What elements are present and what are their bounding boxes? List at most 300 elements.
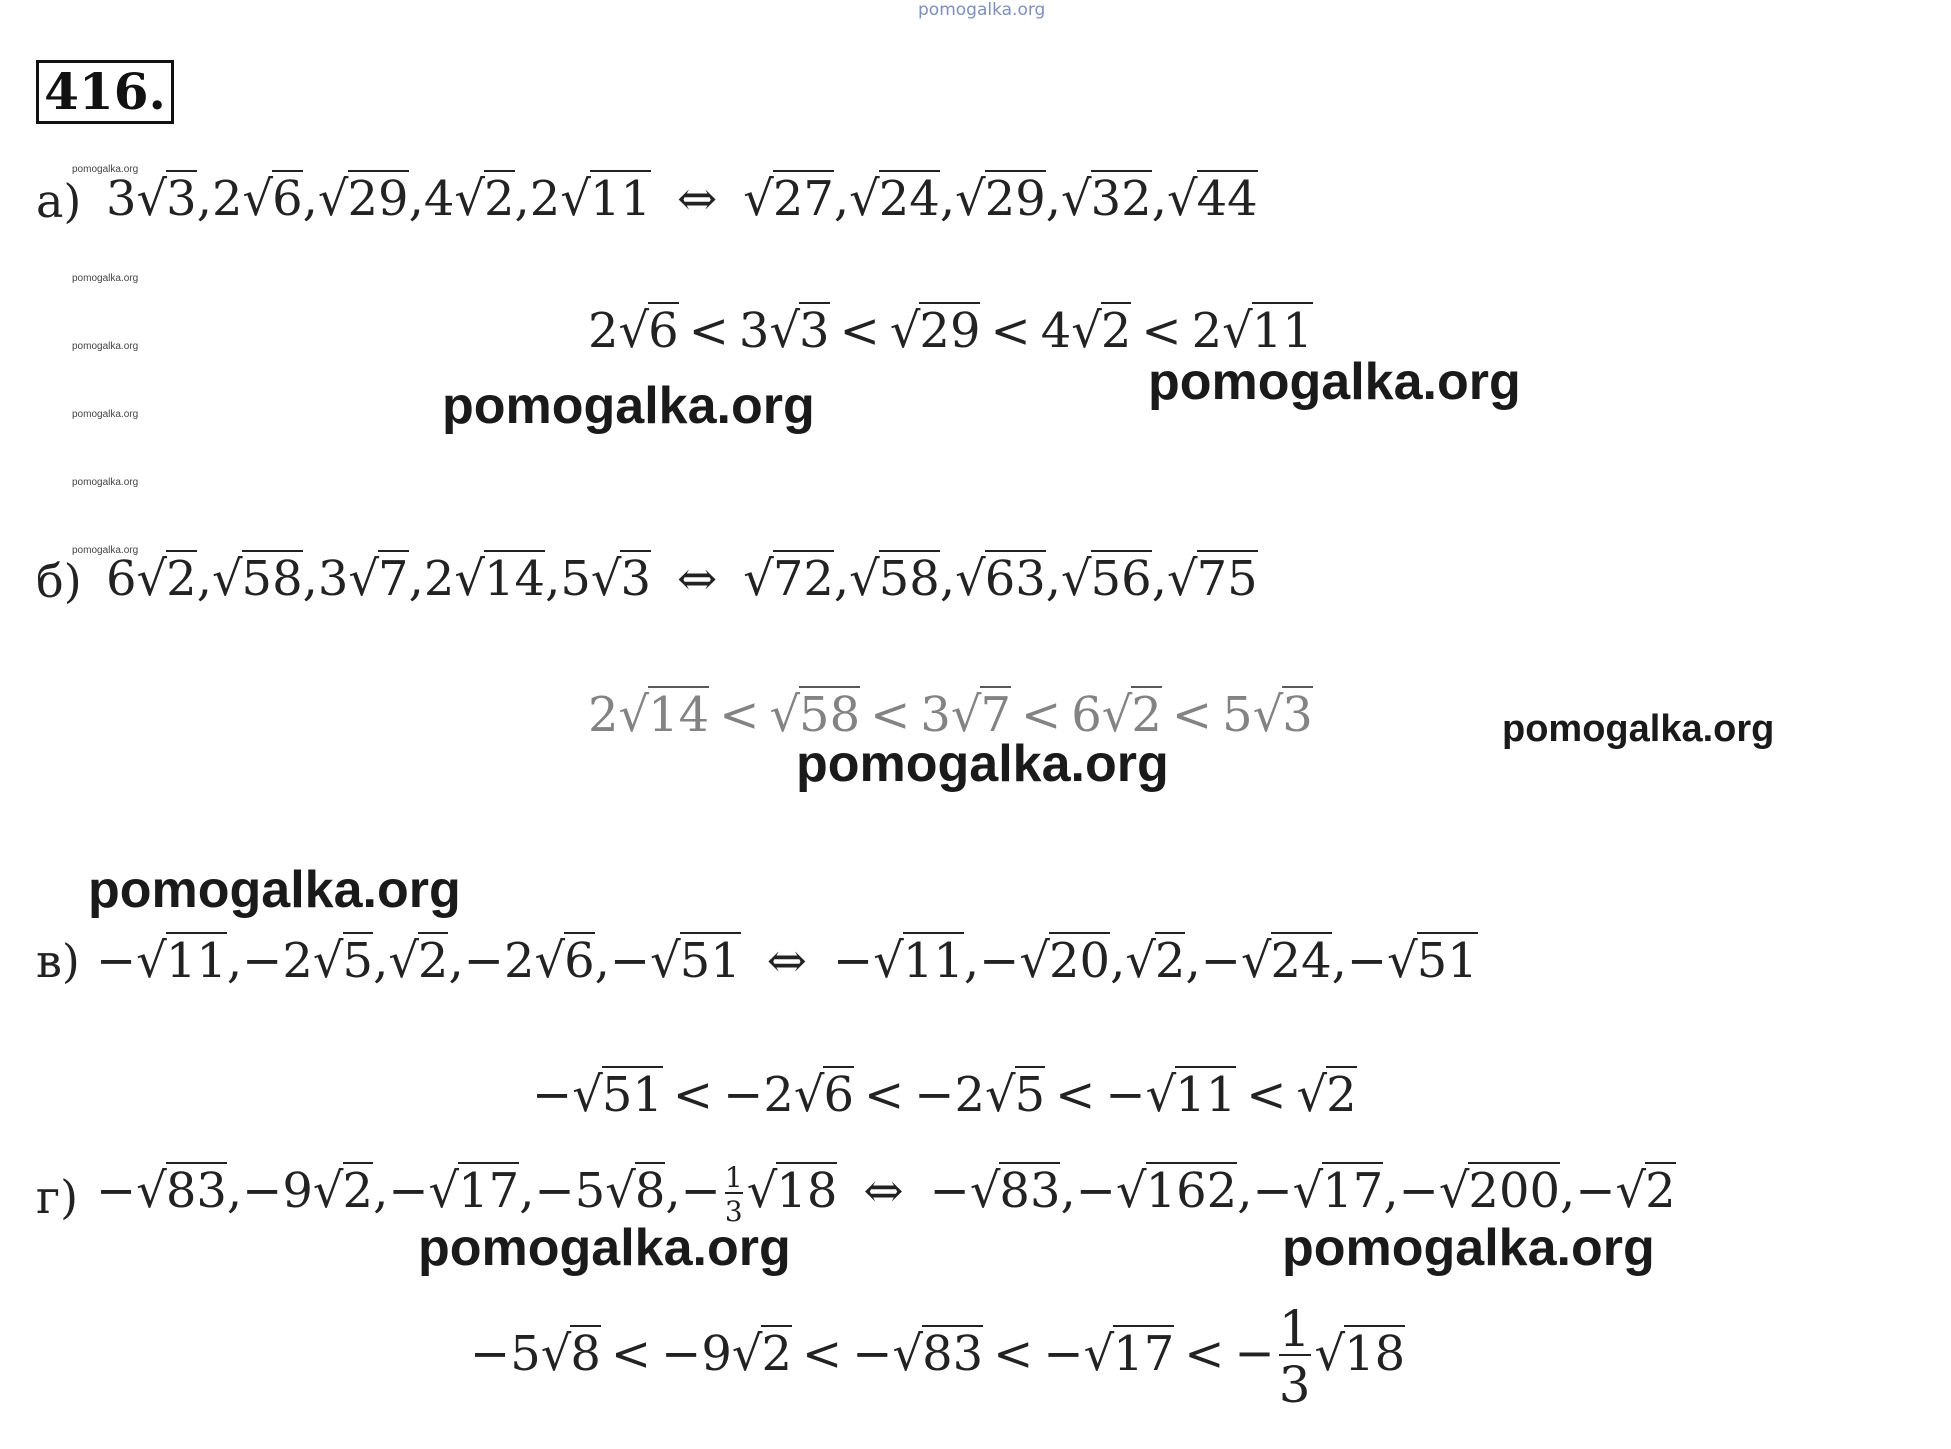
small-watermark: pomogalka.org [72,273,139,284]
sqrt-term [560,550,652,607]
less-than-sign: < [610,1325,652,1382]
coefficient: −9 [661,1325,732,1382]
sqrt-term [1346,932,1478,989]
coefficient: 2 [529,171,561,227]
coefficient: 5 [560,551,591,607]
radical-sign: √ [572,1067,603,1123]
radicand: 29 [984,171,1046,227]
radical-sign: √ [317,171,349,227]
watermark: pomogalka.org [418,1219,791,1277]
coefficient: −2 [723,1067,794,1123]
fraction [1278,1300,1311,1414]
sqrt-term [1125,932,1186,989]
radical-sign: √ [590,551,622,607]
less-than-sign: < [993,1325,1034,1382]
comma: , [963,933,980,989]
radicand: 2 [1154,933,1186,989]
sqrt-term [106,550,197,607]
watermark: pomogalka.org [796,735,1169,793]
radical-sign: √ [1061,171,1092,227]
coefficient: − [1105,1067,1146,1123]
watermark: pomogalka.org [1502,708,1775,750]
radicand: 17 [1322,1163,1384,1219]
sqrt-term [955,550,1046,607]
iff-symbol: ⇔ [863,1163,904,1219]
coefficient: − [388,1163,429,1219]
small-watermark: pomogalka.org [72,545,139,556]
less-than-sign: < [1055,1067,1096,1123]
radical-sign: √ [1115,1163,1147,1219]
sqrt-term [106,170,197,227]
sqrt-term [1252,1162,1384,1219]
radical-sign: √ [211,551,243,607]
radical-sign: √ [793,1067,825,1123]
radicand: 8 [570,1325,601,1382]
radicand: 24 [878,171,940,227]
sqrt-term [929,1162,1061,1219]
radical-sign: √ [1083,1325,1115,1382]
part-b-given-line [106,550,1258,607]
sqrt-term [317,550,409,607]
part-g-given-left [96,1162,837,1226]
radical-sign: √ [1019,933,1050,989]
watermark: pomogalka.org [1148,353,1521,411]
top-watermark: pomogalka.org [918,0,1046,20]
radicand: 3 [166,171,197,227]
sqrt-term [889,302,981,359]
coefficient: −5 [534,1163,606,1219]
radicand: 11 [165,933,227,989]
radicand: 2 [342,1163,374,1219]
comma: , [1045,171,1062,227]
sqrt-term [1575,1162,1676,1219]
coefficient: − [1252,1163,1293,1219]
less-than-sign: < [1021,687,1062,743]
sqrt-term [529,170,652,227]
radicand: 2 [166,551,197,607]
watermark: pomogalka.org [88,861,461,919]
coefficient: − [852,1325,893,1382]
radicand: 3 [799,303,830,359]
radicand: 29 [347,171,409,227]
part-a-given-left [106,170,652,227]
sqrt-term [534,1162,666,1219]
comma: , [302,171,318,227]
radical-sign: √ [892,1325,924,1382]
radicand: 44 [1196,171,1258,227]
radicand: 162 [1145,1163,1238,1219]
radicand: 63 [984,551,1046,607]
sqrt-term [769,686,861,743]
part-g-order-line [470,1300,1406,1414]
small-watermark: pomogalka.org [72,409,139,420]
radicand: 58 [878,551,940,607]
coefficient: −9 [242,1163,313,1219]
coefficient: −2 [914,1067,985,1123]
radical-sign: √ [428,1163,460,1219]
sqrt-term [609,932,741,989]
small-watermark: pomogalka.org [72,164,139,175]
coefficient: 5 [1222,687,1253,743]
radical-sign: √ [1615,1163,1647,1219]
part-a-given-line [106,170,1258,227]
sqrt-term [242,932,374,989]
part-b-order-line [588,686,1313,743]
coefficient: − [979,933,1020,989]
radical-sign: √ [1145,1067,1177,1123]
coefficient: − [929,1163,970,1219]
comma: , [302,551,318,607]
coefficient: 2 [588,687,619,743]
sqrt-term [96,1162,227,1219]
sqrt-term [242,1162,374,1219]
less-than-sign: < [802,1325,843,1382]
radicand: 75 [1196,551,1258,607]
sqrt-term [470,1325,601,1382]
part-label-v: в) [36,934,80,988]
less-than-sign: < [1141,303,1182,359]
less-than-sign: < [864,1067,905,1123]
radicand: 11 [902,933,964,989]
sqrt-term [979,932,1111,989]
radicand: 51 [1416,933,1478,989]
comma: , [1151,551,1167,607]
less-than-sign: < [719,687,760,743]
radical-sign: √ [1252,687,1284,743]
radical-sign: √ [388,933,419,989]
coefficient: −5 [470,1325,541,1382]
watermark: pomogalka.org [1282,1219,1655,1277]
radical-sign: √ [849,171,880,227]
radical-sign: √ [873,933,904,989]
radical-sign: √ [985,1067,1016,1123]
comma: , [373,933,389,989]
radical-sign: √ [312,933,344,989]
radical-sign: √ [769,303,801,359]
sqrt-term [1200,932,1332,989]
radicand: 7 [980,687,1012,743]
sqrt-term [1398,1162,1561,1219]
sqrt-term [423,170,515,227]
coefficient: − [532,1067,573,1123]
iff-symbol: ⇔ [766,933,808,989]
small-watermark: pomogalka.org [72,341,139,352]
part-v-given-line [96,932,1478,989]
radicand: 6 [823,1067,855,1123]
part-a-order-line [588,302,1313,359]
sqrt-term [723,1066,855,1123]
coefficient: 2 [1191,303,1223,359]
sqrt-term [1191,302,1313,359]
radicand: 27 [772,171,834,227]
radicand: 7 [378,551,409,607]
sqrt-term [588,302,679,359]
sqrt-term [1166,550,1258,607]
radical-sign: √ [454,171,485,227]
fraction-numerator: 1 [724,1160,743,1194]
sqrt-term [1071,686,1162,743]
radicand: 14 [483,551,546,607]
watermark: pomogalka.org [442,377,815,435]
comma: , [939,171,956,227]
radicand: 2 [1100,303,1132,359]
radical-sign: √ [312,1163,344,1219]
radical-sign: √ [136,1163,167,1219]
sqrt-term [211,550,303,607]
radicand: 2 [1326,1067,1357,1123]
comma: , [373,1163,389,1219]
radical-sign: √ [969,1163,1001,1219]
comma: , [1185,933,1201,989]
fraction [724,1160,743,1228]
comma: , [448,933,464,989]
sqrt-term [1043,1325,1175,1382]
radical-sign: √ [1314,1325,1346,1382]
comma: , [519,1163,535,1219]
radicand: 18 [776,1163,838,1219]
sqrt-term [1105,1066,1237,1123]
fraction-denominator: 3 [1278,1356,1311,1414]
radical-sign: √ [1125,933,1156,989]
sqrt-term [1075,1162,1238,1219]
comma: , [226,933,243,989]
comma: , [939,551,956,607]
radicand: 17 [1113,1325,1175,1382]
coefficient: − [1075,1163,1116,1219]
part-b-order [588,686,1313,743]
sqrt-term [211,170,303,227]
coefficient: − [1043,1325,1084,1382]
part-label-b: б) [36,554,82,608]
radicand: 24 [1270,933,1332,989]
coefficient: − [96,1163,137,1219]
coefficient: − [1200,933,1241,989]
comma: , [1110,933,1126,989]
radical-sign: √ [242,171,274,227]
radicand: 51 [679,933,741,989]
part-v-given-right [833,932,1478,989]
fraction-sqrt-term [681,1162,838,1226]
comma: , [665,1163,681,1219]
comma: , [594,933,610,989]
radical-sign: √ [1166,551,1198,607]
comma: , [1060,1163,1076,1219]
radicand: 11 [1175,1067,1237,1123]
radicand: 2 [1131,687,1162,743]
part-b-given-right [743,550,1258,607]
coefficient: 3 [317,551,349,607]
sqrt-term [849,170,940,227]
small-watermark: pomogalka.org [72,477,139,488]
radical-sign: √ [1296,1067,1328,1123]
coefficient: − [833,933,874,989]
radical-sign: √ [534,933,566,989]
radical-sign: √ [743,551,774,607]
part-g-given-line [96,1162,1676,1226]
sqrt-term [833,932,964,989]
less-than-sign: < [1184,1325,1225,1382]
radical-sign: √ [743,171,774,227]
coefficient: 6 [1071,687,1102,743]
radicand: 3 [1282,687,1313,743]
sqrt-term [1061,170,1152,227]
radicand: 6 [272,171,303,227]
radicand: 32 [1090,171,1152,227]
radicand: 83 [999,1163,1061,1219]
radical-sign: √ [1438,1163,1470,1219]
sqrt-term [588,686,710,743]
part-a-given-right [743,170,1258,227]
radical-sign: √ [1292,1163,1324,1219]
part-b-given-left [106,550,652,607]
radicand: 11 [1251,303,1313,359]
radicand: 11 [589,171,652,227]
coefficient: 2 [211,171,243,227]
radical-sign: √ [1101,687,1133,743]
radical-sign: √ [950,687,982,743]
problem-number: 416. [36,60,174,124]
radical-sign: √ [1240,933,1272,989]
radicand: 83 [922,1325,984,1382]
sqrt-term [1222,686,1313,743]
coefficient: − [1346,933,1388,989]
part-v-given-left [96,932,741,989]
coefficient: 2 [423,551,455,607]
radical-sign: √ [769,687,801,743]
radical-sign: √ [746,1163,778,1219]
radical-sign: √ [560,171,591,227]
sqrt-term [96,932,227,989]
part-g-order [470,1300,1406,1414]
radicand: 58 [241,551,303,607]
part-v-order [532,1066,1357,1123]
radicand: 6 [648,303,679,359]
iff-symbol: ⇔ [677,171,718,227]
sqrt-term [463,932,595,989]
less-than-sign: < [672,1067,714,1123]
sqrt-term [1296,1066,1357,1123]
sqrt-term [743,170,834,227]
less-than-sign: < [1171,687,1213,743]
radicand: 8 [634,1163,666,1219]
fraction-numerator: 1 [1278,1300,1311,1358]
radicand: 200 [1468,1163,1561,1219]
sqrt-term [317,170,409,227]
radical-sign: √ [1061,551,1092,607]
radicand: 72 [772,551,834,607]
radicand: 58 [799,687,861,743]
coefficient: − [1398,1163,1439,1219]
comma: , [226,1163,243,1219]
radicand: 18 [1344,1325,1406,1382]
radical-sign: √ [136,171,168,227]
radical-sign: √ [650,933,681,989]
radicand: 5 [342,933,374,989]
minus-sign: − [1234,1325,1275,1382]
sqrt-term [955,170,1046,227]
radical-sign: √ [605,1163,636,1219]
coefficient: 2 [588,303,619,359]
part-v-order-line [532,1066,1357,1123]
comma: , [196,171,212,227]
comma: , [833,171,850,227]
comma: , [514,171,530,227]
coefficient: −2 [463,933,535,989]
comma: , [1151,171,1167,227]
coefficient: 3 [920,687,951,743]
comma: , [196,551,212,607]
radical-sign: √ [731,1325,763,1382]
coefficient: −2 [242,933,313,989]
radical-sign: √ [540,1325,572,1382]
coefficient: 3 [106,171,137,227]
sqrt-term [738,302,830,359]
radical-sign: √ [1222,303,1253,359]
radical-sign: √ [618,303,650,359]
comma: , [1383,1163,1399,1219]
sqrt-term [914,1066,1046,1123]
radicand: 2 [1645,1163,1676,1219]
radicand: 56 [1090,551,1152,607]
coefficient: 6 [106,551,137,607]
radicand: 3 [620,551,652,607]
radicand: 51 [601,1067,663,1123]
radicand: 17 [458,1163,520,1219]
part-label-a: а) [36,174,82,228]
radicand: 14 [648,687,710,743]
comma: , [833,551,850,607]
sqrt-term [849,550,940,607]
comma: , [408,171,424,227]
radicand: 29 [919,303,981,359]
part-g-given-right [929,1162,1676,1219]
sqrt-term [1166,170,1258,227]
radical-sign: √ [1387,933,1418,989]
less-than-sign: < [688,303,729,359]
minus-sign: − [680,1163,721,1219]
sqrt-term [743,550,834,607]
comma: , [1237,1163,1253,1219]
comma: , [408,551,424,607]
radicand: 20 [1048,933,1111,989]
radicand: 6 [564,933,595,989]
radicand: 5 [1014,1067,1046,1123]
radical-sign: √ [955,551,986,607]
comma: , [1331,933,1347,989]
less-than-sign: < [990,303,1031,359]
sqrt-term [920,686,1012,743]
radical-sign: √ [136,933,167,989]
coefficient: 4 [423,171,455,227]
radical-sign: √ [348,551,380,607]
comma: , [545,551,561,607]
coefficient: − [96,933,137,989]
less-than-sign: < [1246,1067,1287,1123]
fraction-sqrt-term [1234,1300,1406,1414]
less-than-sign: < [870,687,911,743]
less-than-sign: < [839,303,880,359]
radicand: 2 [761,1325,793,1382]
radical-sign: √ [454,551,485,607]
radical-sign: √ [889,303,921,359]
sqrt-term [661,1325,793,1382]
radical-sign: √ [618,687,650,743]
radical-sign: √ [1166,171,1198,227]
radical-sign: √ [1071,303,1102,359]
part-a-order [588,302,1313,359]
radical-sign: √ [849,551,880,607]
part-label-g: г) [36,1170,79,1224]
